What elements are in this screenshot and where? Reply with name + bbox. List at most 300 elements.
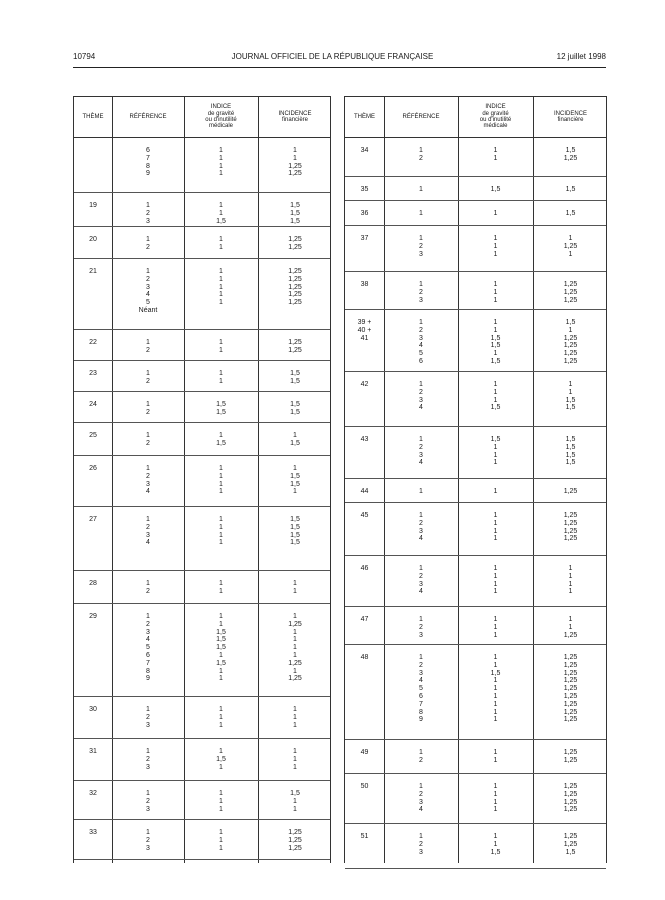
cell-value: 1,25	[563, 519, 578, 527]
theme-group	[74, 781, 330, 820]
cell-value: 1	[493, 790, 498, 798]
cell-value: 1,5	[490, 436, 501, 443]
cell-value: 1	[219, 675, 223, 683]
right-table	[344, 96, 607, 863]
cell-value: 1,25	[288, 659, 302, 667]
cell-value: 1,5	[290, 439, 300, 447]
cell-value: 1,25	[563, 833, 578, 840]
theme-group	[74, 423, 330, 456]
reference-cell	[112, 706, 184, 729]
cell-value: 1	[293, 748, 297, 755]
theme-group	[345, 740, 606, 774]
theme-number: 42	[360, 381, 369, 388]
cell-value: 3	[419, 580, 423, 588]
cell-value: 1,25	[563, 806, 578, 814]
cell-value: 1,25	[563, 669, 578, 677]
theme-group	[74, 456, 330, 507]
cell-value: 1	[493, 833, 498, 840]
cell-value: 6	[146, 147, 150, 154]
cell-value: 1	[493, 685, 498, 693]
cell-value: 1	[419, 281, 423, 288]
cell-value: 1	[568, 572, 573, 580]
reference-cell	[384, 319, 458, 366]
reference-cell	[112, 465, 184, 496]
cell-value: 8	[419, 708, 423, 716]
cell-value: 1,5	[290, 480, 300, 488]
cell-value: 1,25	[563, 716, 578, 724]
cell-value: 6	[146, 651, 150, 659]
cell-value: 1	[493, 749, 498, 756]
reference-cell	[384, 654, 458, 724]
indice-cell	[458, 186, 533, 194]
theme-number: 22	[89, 339, 97, 346]
incidence-cell	[533, 381, 608, 412]
cell-value: 1,25	[563, 512, 578, 519]
cell-value: 1	[493, 443, 498, 451]
cell-value: 1	[493, 840, 498, 848]
header-incidence: INCIDENCE financière	[553, 110, 587, 123]
cell-value: 1,25	[288, 620, 302, 628]
left-table	[73, 96, 331, 863]
cell-value: 1,5	[290, 401, 300, 408]
cell-value: 1,5	[565, 436, 576, 443]
cell-value: 1,5	[290, 217, 300, 225]
reference-cell	[384, 512, 458, 543]
theme-group	[345, 201, 606, 226]
cell-value: 1	[219, 339, 223, 346]
cell-value: 1,5	[290, 472, 300, 480]
theme-number: 36	[360, 210, 369, 217]
cell-value: 1	[419, 783, 423, 790]
theme-cell	[345, 616, 384, 624]
theme-cell	[74, 580, 112, 588]
theme-group	[345, 310, 606, 372]
table-header	[74, 97, 330, 138]
indice-cell	[184, 432, 258, 448]
cell-value: 1	[419, 749, 423, 756]
cell-value: 1	[568, 616, 573, 623]
cell-value: 4	[146, 488, 150, 496]
theme-number: 48	[360, 654, 369, 661]
reference-cell	[112, 202, 184, 225]
incidence-cell	[258, 202, 332, 225]
cell-value: 2	[419, 572, 423, 580]
theme-group	[345, 607, 606, 645]
indice-cell	[458, 749, 533, 765]
cell-value: 1	[493, 700, 498, 708]
cell-value: 2	[419, 790, 423, 798]
reference-cell	[112, 829, 184, 852]
cell-value: 6	[419, 692, 423, 700]
cell-value: 1	[419, 381, 423, 388]
cell-value: 1,25	[563, 654, 578, 661]
cell-value: 1	[146, 465, 150, 472]
cell-value: 1	[146, 432, 150, 439]
theme-number: 28	[89, 580, 97, 587]
reference-cell	[112, 580, 184, 596]
theme-number: 31	[89, 748, 97, 755]
incidence-cell	[533, 833, 608, 856]
cell-value: 1,25	[563, 154, 578, 162]
cell-value: 1	[493, 154, 498, 162]
reference-cell	[384, 147, 458, 163]
cell-value: 7	[146, 154, 150, 162]
cell-value: 1	[219, 516, 223, 523]
cell-value: 1	[293, 805, 297, 813]
cell-value: 1,25	[288, 170, 302, 178]
cell-value: 1	[146, 268, 150, 275]
theme-number: 47	[360, 616, 369, 623]
reference-cell	[112, 236, 184, 252]
cell-value: 1	[419, 833, 423, 840]
cell-value: 1	[493, 350, 498, 358]
cell-value: 1,5	[565, 848, 576, 856]
cell-value: 1	[219, 370, 223, 377]
cell-value: 7	[419, 700, 423, 708]
indice-cell	[458, 616, 533, 639]
cell-value: 1,25	[563, 242, 578, 250]
cell-value: 1	[493, 654, 498, 661]
cell-value: 1	[146, 829, 150, 836]
cell-value: 1,25	[563, 527, 578, 535]
cell-value: 1,5	[290, 539, 300, 547]
cell-value: 1	[568, 250, 573, 258]
cell-value: 1	[493, 250, 498, 258]
reference-cell	[112, 268, 184, 315]
theme-group	[345, 427, 606, 479]
cell-value: 1,5	[290, 370, 300, 377]
theme-group	[345, 479, 606, 503]
cell-value: 1	[419, 235, 423, 242]
indice-cell	[184, 370, 258, 386]
cell-value: 1,5	[490, 404, 501, 412]
cell-value: 1	[146, 370, 150, 377]
cell-value: 3	[419, 250, 423, 258]
cell-value: 1	[293, 651, 297, 659]
cell-value: 1	[293, 587, 297, 595]
theme-cell	[345, 381, 384, 389]
incidence-cell	[533, 319, 608, 366]
cell-value: 1	[219, 805, 223, 813]
theme-cell	[74, 465, 112, 473]
cell-value: 3	[146, 217, 150, 225]
cell-value: 1	[219, 147, 223, 154]
cell-value: 1	[293, 432, 297, 439]
cell-value: 9	[146, 170, 150, 178]
cell-value: 2	[419, 443, 423, 451]
cell-value: 1	[219, 523, 223, 531]
table-body	[74, 138, 330, 860]
cell-value: 1	[219, 790, 223, 797]
cell-value: 1	[219, 377, 223, 385]
cell-value: 2	[146, 523, 150, 531]
cell-value: 1,5	[216, 644, 226, 652]
cell-value: 2	[419, 288, 423, 296]
cell-value: 1	[146, 516, 150, 523]
theme-cell	[74, 516, 112, 524]
theme-cell	[74, 829, 112, 837]
cell-value: 2	[146, 836, 150, 844]
cell-value	[184, 307, 258, 315]
cell-value: 2	[146, 472, 150, 480]
cell-value: 1,5	[490, 848, 501, 856]
cell-value: 1,5	[216, 636, 226, 644]
incidence-cell	[258, 706, 332, 729]
theme-number: 29	[89, 613, 97, 620]
theme-number: 37	[360, 235, 369, 242]
cell-value: 3	[419, 451, 423, 459]
indice-cell	[184, 339, 258, 355]
indice-cell	[458, 565, 533, 596]
indice-cell	[458, 654, 533, 724]
cell-value: 1,5	[290, 202, 300, 209]
theme-cell	[74, 236, 112, 244]
cell-value: 3	[419, 631, 423, 639]
theme-cell	[74, 706, 112, 714]
cell-value: 1	[293, 721, 297, 729]
reference-cell	[384, 565, 458, 596]
reference-cell	[112, 748, 184, 771]
cell-value: 1	[493, 580, 498, 588]
indice-cell	[458, 210, 533, 218]
theme-cell	[345, 319, 384, 342]
cell-value: 1	[219, 531, 223, 539]
cell-value: 1	[219, 432, 223, 439]
publication-date: 12 juillet 1998	[556, 52, 606, 61]
theme-number: 51	[360, 833, 369, 840]
theme-cell	[345, 186, 384, 194]
cell-value: 1	[219, 829, 223, 836]
cell-value: 1	[146, 401, 150, 408]
cell-value: 1,25	[563, 281, 578, 288]
cell-value: 1	[493, 677, 498, 685]
cell-value: 1	[146, 613, 150, 620]
cell-value: 2	[146, 713, 150, 721]
cell-value: 2	[146, 275, 150, 283]
indice-cell	[184, 613, 258, 683]
theme-group	[345, 138, 606, 177]
cell-value: 1	[293, 755, 297, 763]
cell-value: 1	[219, 651, 223, 659]
cell-value: 1	[493, 519, 498, 527]
cell-value: 8	[146, 162, 150, 170]
cell-value: 1	[293, 667, 297, 675]
theme-cell	[74, 202, 112, 210]
incidence-cell	[258, 370, 332, 386]
theme-group	[345, 372, 606, 427]
incidence-cell	[533, 210, 608, 218]
indice-cell	[458, 833, 533, 856]
cell-value: 1	[419, 436, 423, 443]
cell-value: 1	[493, 708, 498, 716]
reference-cell	[112, 401, 184, 417]
cell-value: 1	[293, 628, 297, 636]
theme-number: 49	[360, 749, 369, 756]
cell-value: 2	[146, 439, 150, 447]
cell-value: 1	[493, 319, 498, 326]
indice-cell	[184, 202, 258, 225]
cell-value: 1	[419, 319, 423, 326]
incidence-cell	[258, 748, 332, 771]
incidence-cell	[258, 790, 332, 813]
theme-group	[74, 361, 330, 392]
incidence-cell	[258, 268, 332, 315]
cell-value: 1,25	[288, 268, 302, 275]
cell-value: 1	[219, 763, 223, 771]
cell-value: 1,5	[490, 186, 501, 193]
indice-cell	[184, 465, 258, 496]
cell-value: 1,25	[563, 708, 578, 716]
incidence-cell	[258, 339, 332, 355]
theme-number: 50	[360, 783, 369, 790]
cell-value: 1	[493, 451, 498, 459]
cell-value: 1	[219, 275, 223, 283]
incidence-cell	[533, 783, 608, 814]
incidence-cell	[258, 516, 332, 547]
cell-value: 1	[219, 291, 223, 299]
theme-cell	[345, 565, 384, 573]
cell-value: 4	[419, 404, 423, 412]
theme-group	[345, 774, 606, 824]
incidence-cell	[533, 654, 608, 724]
cell-value: 2	[146, 587, 150, 595]
cell-value: 3	[419, 669, 423, 677]
cell-value: 1	[493, 288, 498, 296]
cell-value: 1,5	[216, 628, 226, 636]
cell-value: 1	[219, 721, 223, 729]
cell-value: 4	[146, 291, 150, 299]
indice-cell	[184, 706, 258, 729]
indice-cell	[458, 235, 533, 258]
cell-value: 1	[293, 580, 297, 587]
cell-value: 4	[419, 535, 423, 543]
cell-value: 1,25	[288, 339, 302, 346]
cell-value: 1,5	[216, 401, 226, 408]
table-header	[345, 97, 606, 138]
cell-value: 1	[219, 748, 223, 755]
cell-value: 1	[146, 236, 150, 243]
incidence-cell	[533, 565, 608, 596]
cell-value: 5	[146, 299, 150, 307]
incidence-cell	[258, 580, 332, 596]
cell-value: 1	[293, 763, 297, 771]
theme-number: 32	[89, 790, 97, 797]
cell-value: 2	[419, 388, 423, 396]
cell-value: 1	[293, 147, 297, 154]
cell-value: 2	[146, 243, 150, 251]
theme-group	[74, 138, 330, 193]
indice-cell	[458, 512, 533, 543]
page-number: 10794	[73, 52, 96, 61]
cell-value: 1	[493, 326, 498, 334]
incidence-cell	[533, 616, 608, 639]
cell-value: 1	[219, 268, 223, 275]
reference-cell	[384, 833, 458, 856]
cell-value: 2	[419, 840, 423, 848]
reference-cell	[112, 432, 184, 448]
cell-value: 1,5	[490, 342, 501, 350]
reference-cell	[112, 613, 184, 683]
cell-value: 1	[293, 465, 297, 472]
cell-value: 3	[419, 527, 423, 535]
cell-value: 1,5	[565, 186, 576, 193]
cell-value: 1,5	[216, 659, 226, 667]
cell-value: 1	[493, 296, 498, 304]
incidence-cell	[533, 235, 608, 258]
incidence-cell	[258, 829, 332, 852]
cell-value: 5	[419, 350, 423, 358]
cell-value: 1	[493, 756, 498, 764]
reference-cell	[112, 339, 184, 355]
cell-value: 1,5	[290, 408, 300, 416]
cell-value: 1,25	[563, 296, 578, 304]
cell-value: 1	[219, 797, 223, 805]
cell-value: 1	[419, 616, 423, 623]
cell-value: 1	[293, 713, 297, 721]
theme-group	[74, 227, 330, 259]
cell-value: 3	[146, 763, 150, 771]
cell-value: 4	[146, 539, 150, 547]
cell-value: 1	[219, 162, 223, 170]
reference-cell	[112, 516, 184, 547]
cell-value: 1	[493, 242, 498, 250]
cell-value: 1	[493, 623, 498, 631]
cell-value: 2	[146, 377, 150, 385]
cell-value: 1,5	[290, 790, 300, 797]
cell-value: 1,25	[563, 342, 578, 350]
cell-value: 1	[493, 235, 498, 242]
cell-value: 3	[419, 334, 423, 342]
cell-value: 1,5	[565, 459, 576, 467]
theme-group	[74, 392, 330, 423]
cell-value: 1	[219, 170, 223, 178]
theme-cell	[345, 488, 384, 496]
theme-cell	[345, 436, 384, 444]
cell-value: 2	[419, 661, 423, 669]
indice-cell	[184, 268, 258, 315]
reference-cell	[112, 370, 184, 386]
reference-cell	[384, 616, 458, 639]
theme-cell	[345, 235, 384, 243]
cell-value: 1	[293, 636, 297, 644]
cell-value: 1,25	[288, 283, 302, 291]
cell-value: 1	[493, 692, 498, 700]
cell-value: 1	[493, 661, 498, 669]
cell-value: 1	[419, 210, 423, 217]
cell-value: 5	[419, 685, 423, 693]
theme-number: 43	[360, 436, 369, 443]
theme-cell	[345, 833, 384, 841]
header-indice: INDICE de gravité ou d'inutilité médicale	[205, 104, 237, 130]
cell-value: 1,5	[565, 396, 576, 404]
cell-value: 1	[568, 326, 573, 334]
cell-value: 1,5	[290, 523, 300, 531]
cell-value: 1	[493, 572, 498, 580]
cell-value: 1	[493, 396, 498, 404]
header-theme: THÈME	[354, 113, 375, 120]
cell-value: 1,5	[216, 217, 226, 225]
cell-value: 1	[219, 580, 223, 587]
indice-cell	[458, 783, 533, 814]
incidence-cell	[533, 186, 608, 194]
cell-value: 1	[568, 588, 573, 596]
cell-value: 3	[146, 628, 150, 636]
cell-value: 1,25	[288, 675, 302, 683]
cell-value: 1	[219, 613, 223, 620]
cell-value: 2	[419, 623, 423, 631]
cell-value: 1	[419, 186, 423, 193]
cell-value: 1,25	[563, 700, 578, 708]
